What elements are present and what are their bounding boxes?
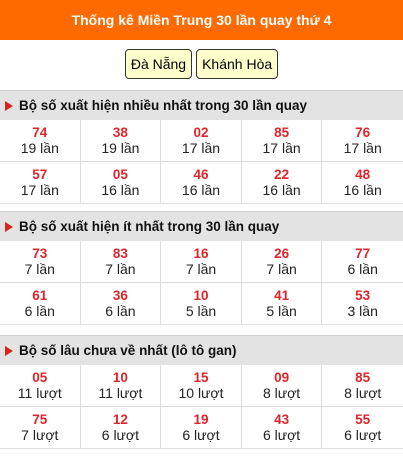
occurrence-count: 16 lần bbox=[343, 182, 382, 199]
occurrence-count: 6 lượt bbox=[101, 427, 139, 444]
occurrence-count: 10 lượt bbox=[178, 385, 224, 402]
lottery-number: 61 bbox=[32, 287, 48, 303]
lottery-number: 74 bbox=[32, 124, 48, 140]
page-title: Thống kê Miền Trung 30 lần quay thứ 4 bbox=[71, 12, 332, 28]
stat-cell bbox=[322, 241, 403, 283]
stat-cell bbox=[81, 120, 162, 162]
triangle-right-icon bbox=[5, 346, 13, 356]
stat-cell bbox=[322, 365, 403, 407]
lottery-number: 43 bbox=[274, 411, 290, 427]
lottery-number: 55 bbox=[355, 411, 371, 427]
occurrence-count: 11 lượt bbox=[17, 385, 62, 402]
occurrence-count: 7 lần bbox=[185, 261, 217, 278]
lottery-number: 19 bbox=[193, 411, 209, 427]
stat-cell bbox=[161, 365, 242, 407]
lottery-number: 85 bbox=[355, 369, 371, 385]
most-frequent-grid bbox=[0, 120, 403, 204]
stat-cell bbox=[242, 365, 323, 407]
occurrence-count: 11 lượt bbox=[98, 385, 143, 402]
stat-cell bbox=[81, 162, 162, 204]
lottery-number: 46 bbox=[193, 166, 209, 182]
occurrence-count: 16 lần bbox=[181, 182, 221, 199]
section-title: Bộ số lâu chưa về nhất (lô tô gan) bbox=[19, 343, 237, 358]
stat-cell bbox=[322, 407, 403, 449]
gan-grid bbox=[0, 365, 403, 449]
lottery-number: 75 bbox=[32, 411, 48, 427]
tab-khanh-hoa[interactable]: Khánh Hòa bbox=[196, 49, 278, 79]
stat-cell bbox=[81, 283, 162, 325]
occurrence-count: 7 lượt bbox=[21, 427, 59, 444]
stat-cell bbox=[161, 407, 242, 449]
stat-cell bbox=[242, 407, 323, 449]
triangle-right-icon bbox=[5, 222, 13, 232]
stat-cell bbox=[0, 407, 81, 449]
occurrence-count: 6 lần bbox=[105, 303, 136, 320]
lottery-number: 10 bbox=[193, 287, 209, 303]
stat-cell bbox=[242, 283, 323, 325]
occurrence-count: 7 lần bbox=[266, 261, 297, 278]
stat-cell bbox=[242, 120, 323, 162]
lottery-number: 12 bbox=[112, 411, 128, 427]
occurrence-count: 17 lần bbox=[20, 182, 59, 199]
occurrence-count: 17 lần bbox=[343, 140, 382, 157]
section-title: Bộ số xuất hiện nhiều nhất trong 30 lần quay bbox=[19, 98, 308, 113]
lottery-number: 73 bbox=[32, 245, 48, 261]
stat-cell bbox=[242, 162, 323, 204]
lottery-number: 38 bbox=[112, 124, 128, 140]
stat-cell bbox=[81, 241, 162, 283]
lottery-number: 26 bbox=[274, 245, 290, 261]
stat-cell bbox=[322, 120, 403, 162]
section-title: Bộ số xuất hiện ít nhất trong 30 lần quay bbox=[19, 219, 280, 234]
occurrence-count: 6 lượt bbox=[182, 427, 220, 444]
occurrence-count: 17 lần bbox=[181, 140, 221, 157]
stat-cell bbox=[0, 241, 81, 283]
lottery-number: 05 bbox=[32, 369, 48, 385]
occurrence-count: 16 lần bbox=[262, 182, 301, 199]
stat-cell bbox=[161, 120, 242, 162]
lottery-number: 41 bbox=[274, 287, 290, 303]
stat-cell bbox=[161, 283, 242, 325]
lottery-number: 77 bbox=[355, 245, 371, 261]
lottery-number: 57 bbox=[32, 166, 48, 182]
lottery-number: 16 bbox=[193, 245, 209, 261]
stat-cell bbox=[242, 241, 323, 283]
stat-cell bbox=[161, 162, 242, 204]
lottery-number: 05 bbox=[112, 166, 128, 182]
tab-da-nang[interactable]: Đà Nẵng bbox=[125, 49, 192, 79]
occurrence-count: 7 lần bbox=[24, 261, 55, 278]
occurrence-count: 17 lần bbox=[262, 140, 301, 157]
occurrence-count: 19 lần bbox=[20, 140, 59, 157]
lottery-number: 85 bbox=[274, 124, 290, 140]
lottery-number: 36 bbox=[112, 287, 128, 303]
stat-cell bbox=[81, 407, 162, 449]
lottery-number: 76 bbox=[355, 124, 371, 140]
province-tabs bbox=[0, 40, 403, 88]
stat-cell bbox=[161, 241, 242, 283]
page-header bbox=[0, 0, 403, 40]
occurrence-count: 7 lần bbox=[105, 261, 136, 278]
occurrence-count: 6 lượt bbox=[262, 427, 301, 444]
occurrence-count: 8 lượt bbox=[344, 385, 382, 402]
section-gan-header bbox=[0, 335, 403, 365]
lottery-number: 22 bbox=[274, 166, 290, 182]
occurrence-count: 5 lần bbox=[266, 303, 297, 320]
lottery-number: 10 bbox=[112, 369, 128, 385]
lottery-number: 02 bbox=[193, 124, 209, 140]
lottery-number: 53 bbox=[355, 287, 371, 303]
stat-cell bbox=[0, 283, 81, 325]
occurrence-count: 19 lần bbox=[101, 140, 140, 157]
occurrence-count: 3 lần bbox=[347, 303, 378, 320]
lottery-number: 09 bbox=[274, 369, 290, 385]
stat-cell bbox=[0, 365, 81, 407]
stat-cell bbox=[322, 283, 403, 325]
triangle-right-icon bbox=[5, 101, 13, 111]
occurrence-count: 6 lần bbox=[24, 303, 55, 320]
stat-cell bbox=[0, 162, 81, 204]
section-least-frequent-header bbox=[0, 211, 403, 241]
occurrence-count: 8 lượt bbox=[262, 385, 301, 402]
occurrence-count: 6 lần bbox=[347, 261, 378, 278]
occurrence-count: 6 lượt bbox=[344, 427, 382, 444]
lottery-number: 48 bbox=[355, 166, 371, 182]
lottery-number: 83 bbox=[112, 245, 128, 261]
stat-cell bbox=[0, 120, 81, 162]
section-most-frequent-header bbox=[0, 90, 403, 120]
occurrence-count: 5 lần bbox=[185, 303, 217, 320]
lottery-number: 15 bbox=[193, 369, 209, 385]
stat-cell bbox=[322, 162, 403, 204]
occurrence-count: 16 lần bbox=[101, 182, 140, 199]
stat-cell bbox=[81, 365, 162, 407]
least-frequent-grid bbox=[0, 241, 403, 325]
